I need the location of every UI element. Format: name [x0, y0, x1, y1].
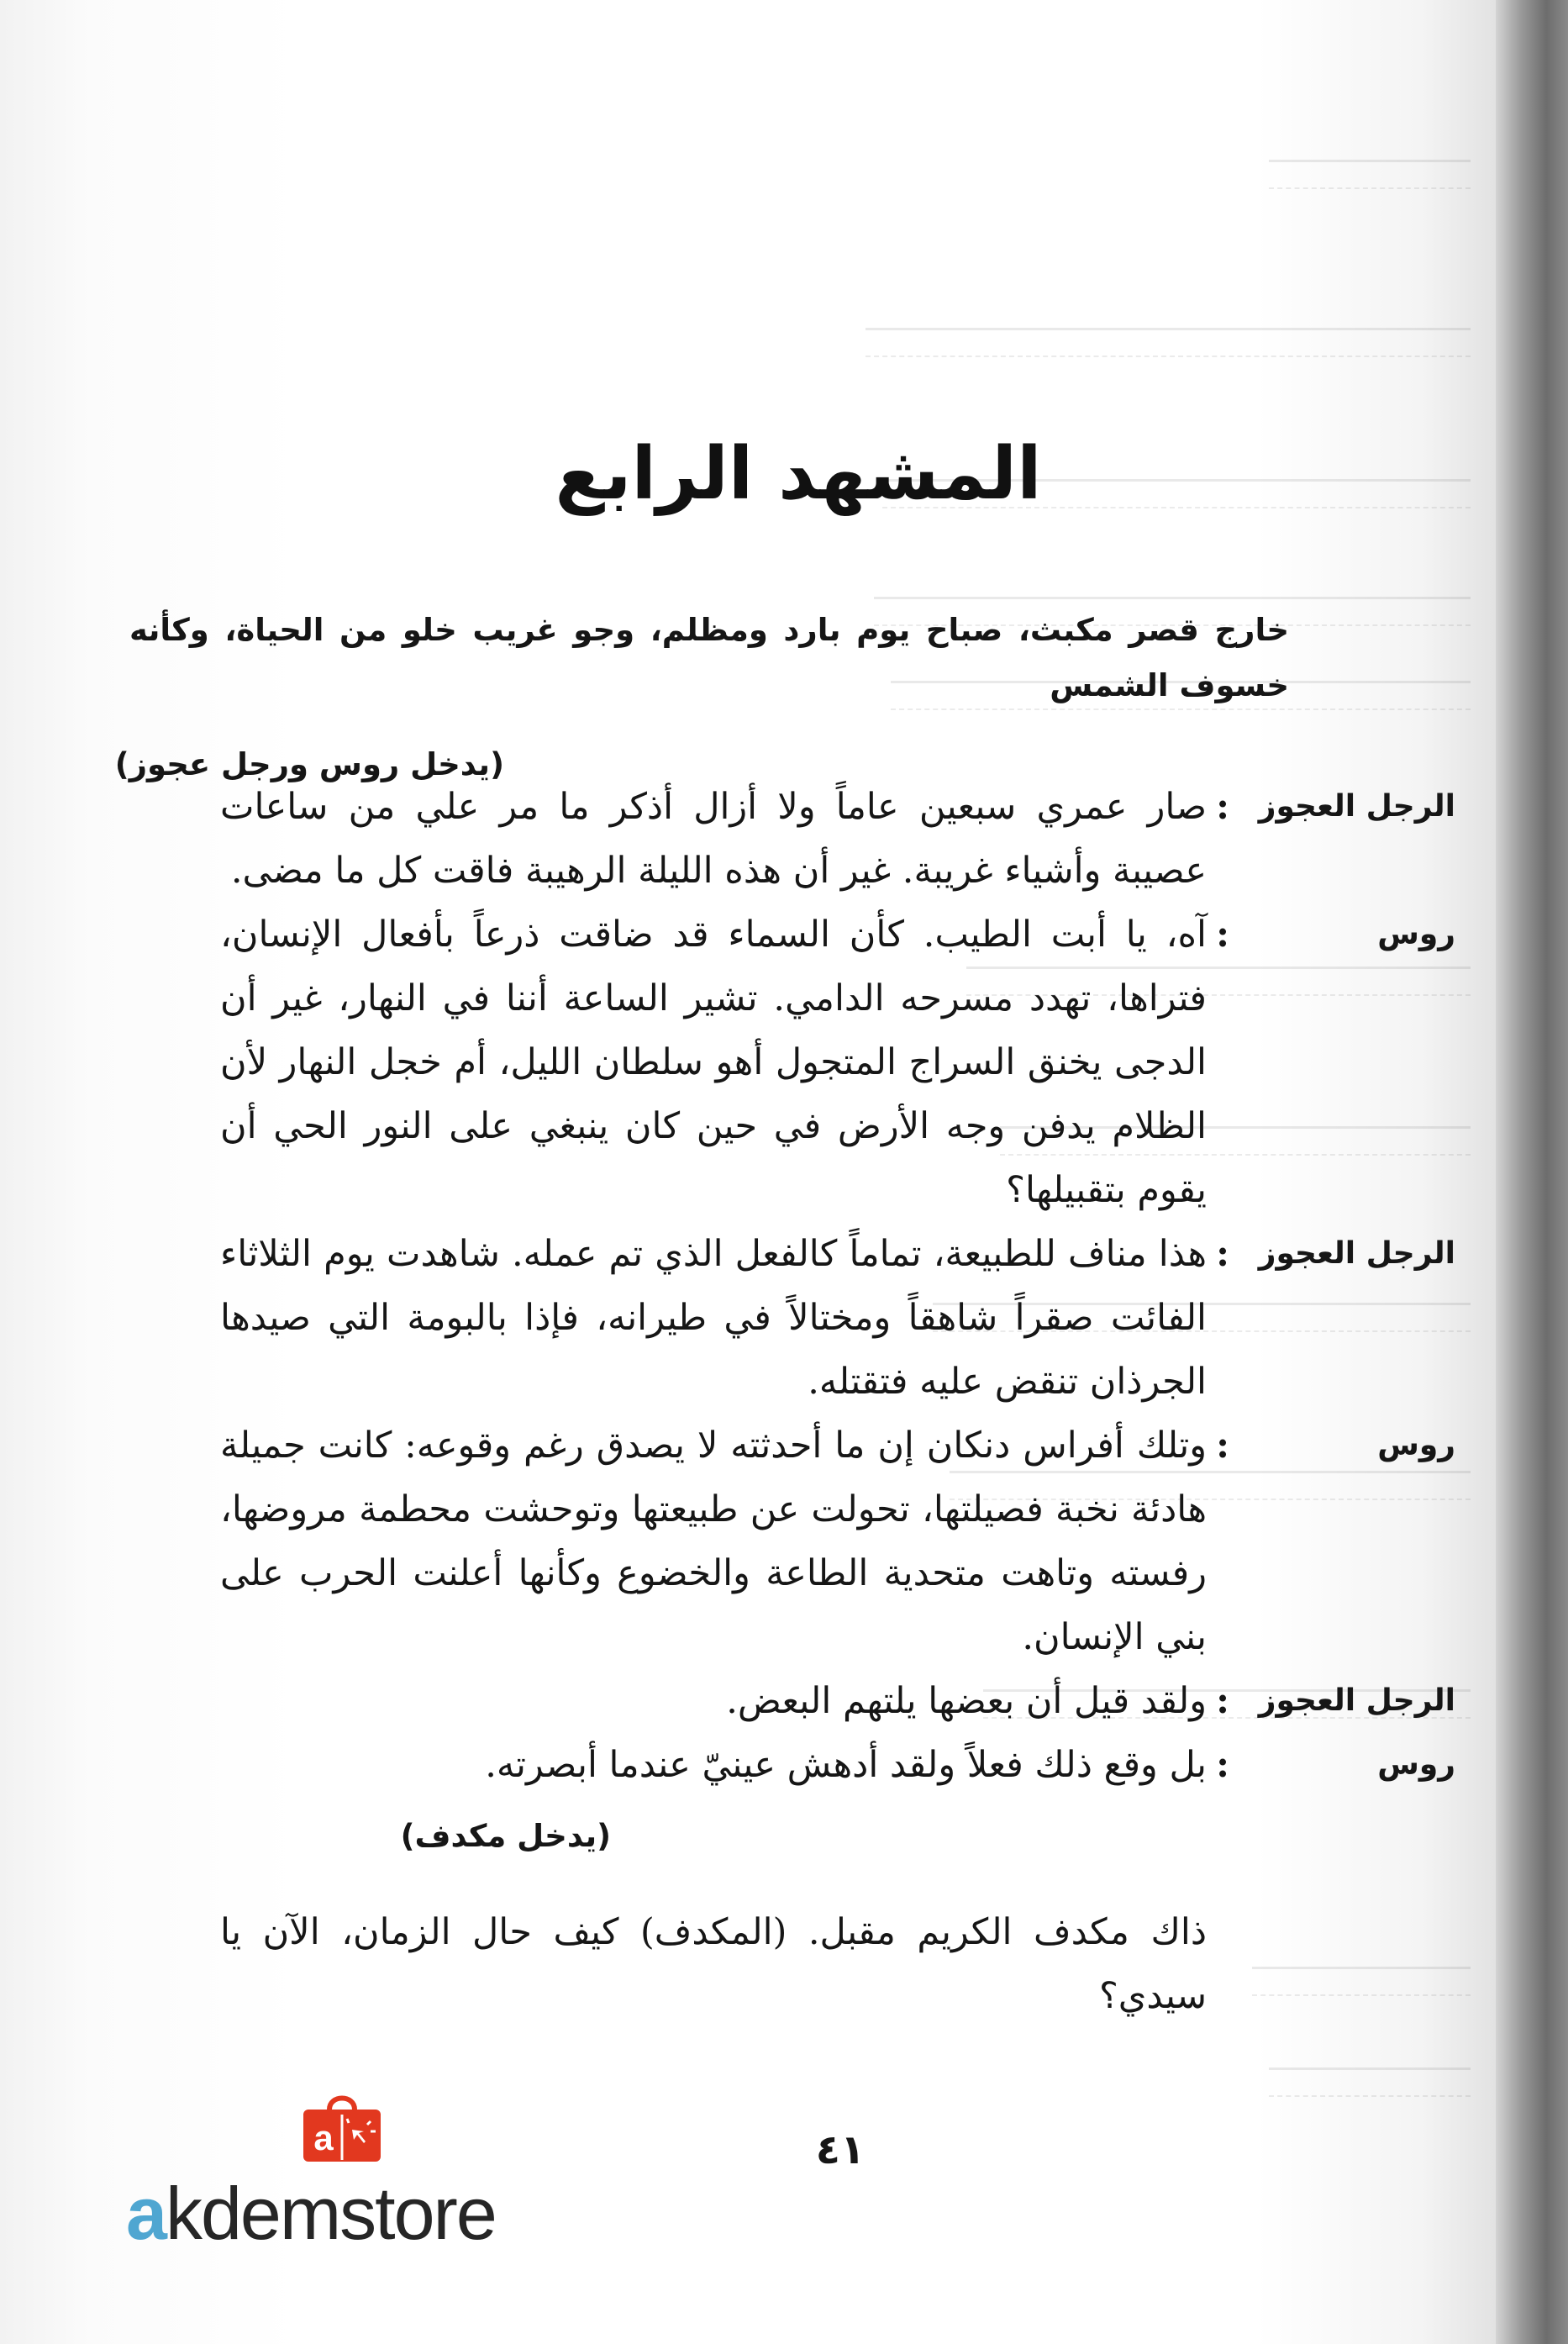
dialogue-line	[220, 903, 1455, 1222]
page-number: ٤١	[815, 2126, 866, 2173]
speech-text: وتلك أفراس دنكان إن ما أحدثته لا يصدق رغم وقوعه: كانت جميلة هادئة نخبة فصيلتها، تحولت عن طبيعتها وتوحشت محطمة مروضها، رفسته وتاهت متحدية الطاعة والخضوع وكأنها أعلنت الحرب على بني الإنسان.	[220, 1425, 1207, 1658]
speaker-colon: :	[1216, 1680, 1229, 1722]
logo-wordmark: kdemstore	[165, 2172, 496, 2255]
speaker-colon: :	[1216, 1233, 1229, 1275]
speaker-name: الرجل العجوز	[1258, 789, 1455, 824]
shopping-bag-icon	[298, 2089, 386, 2165]
speaker-name: الرجل العجوز	[1258, 1236, 1455, 1271]
dialogue-block	[220, 775, 1455, 2064]
dialogue-line	[220, 1733, 1455, 1797]
speech-text: آه، يا أبت الطيب. كأن السماء قد ضاقت ذرعاً بأفعال الإنسان، فتراها، تهدد مسرحه الدامي. تشير الساعة أننا في النهار، غير أن الدجى يخنق السراج المتجول أهو سلطان الليل، أم خجل النهار لأن الظلام يدفن وجه الأرض في حين كان ينبغي على النور الحي أن يقوم بتقبيلها؟	[220, 914, 1207, 1211]
speaker-name: روس	[1377, 1428, 1455, 1462]
stage-direction: (يدخل مكدف)	[400, 1818, 611, 1854]
dialogue-line	[220, 1414, 1455, 1669]
speech-text: صار عمري سبعين عاماً ولا أزال أذكر ما مر علي من ساعات عصيبة وأشياء غريبة. غير أن هذه الليلة الرهيبة فاقت كل ما مضى.	[220, 786, 1207, 892]
page-edge-shadow	[1496, 0, 1568, 2344]
stage-direction: (يدخل روس ورجل عجوز)	[114, 746, 504, 782]
dialogue-line	[220, 775, 1455, 903]
speech-text: بل وقع ذلك فعلاً ولقد أدهش عينيّ عندما أبصرته.	[485, 1744, 1207, 1786]
speech-text: هذا مناف للطبيعة، تماماً كالفعل الذي تم عمله. شاهدت يوم الثلاثاء الفائت صقراً شاهقاً ومختالاً في طيرانه، فإذا بالبومة التي صيدها الجرذان تنقض عليه فتقتله.	[220, 1233, 1207, 1403]
speaker-colon: :	[1216, 914, 1229, 956]
speaker-colon: :	[1216, 1744, 1229, 1786]
speaker-name: روس	[1377, 1747, 1455, 1782]
dialogue-line	[220, 1669, 1455, 1733]
scene-title: المشهد الرابع	[555, 431, 1042, 516]
akdemstore-logo	[126, 2172, 496, 2255]
svg-text:a: a	[313, 2118, 334, 2157]
aside-text: ذاك مكدف الكريم مقبل. (المكدف) كيف حال الزمان، الآن يا سيدي؟	[220, 1911, 1207, 2017]
speaker-colon: :	[1216, 1425, 1229, 1467]
speech-text: ولقد قيل أن بعضها يلتهم البعض.	[726, 1680, 1207, 1722]
speaker-name: الرجل العجوز	[1258, 1683, 1455, 1718]
speaker-colon: :	[1216, 786, 1229, 828]
speaker-name: روس	[1377, 917, 1455, 951]
logo-letter-a: a	[126, 2172, 166, 2255]
setting-description: خارج قصر مكبث، صباح يوم بارد ومظلم، وجو غريب خلو من الحياة، وكأنه خسوف الشمس	[129, 612, 1289, 703]
dialogue-line	[220, 1222, 1455, 1414]
